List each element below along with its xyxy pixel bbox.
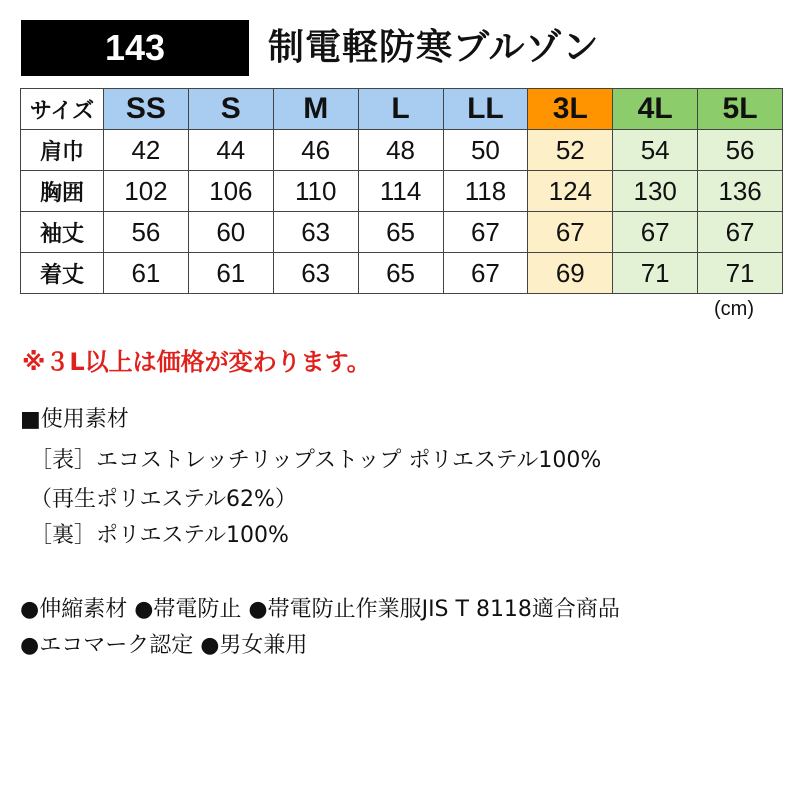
table-cell: 44 [188,130,273,171]
size-header-row [21,89,783,130]
table-cell: 124 [528,171,613,212]
row-label-chest: 胸囲 [21,171,104,212]
size-header-m: M [273,89,358,130]
table-cell: 54 [613,130,698,171]
table-cell: 136 [698,171,783,212]
table-cell: 60 [188,212,273,253]
table-cell: 42 [104,130,189,171]
size-chart-table [20,88,783,294]
table-cell: 71 [613,253,698,294]
table-cell: 67 [613,212,698,253]
table-cell: 67 [528,212,613,253]
table-row [21,171,783,212]
table-cell: 118 [443,171,528,212]
row-label-sleeve: 袖丈 [21,212,104,253]
materials-heading: ■使用素材 [20,407,129,432]
table-cell: 67 [443,253,528,294]
row-label-shoulder: 肩巾 [21,130,104,171]
table-cell: 63 [273,212,358,253]
features-line-1: ●伸縮素材 ●帯電防止 ●帯電防止作業服JIS T 8118適合商品 [20,597,620,622]
features-line-2: ●エコマーク認定 ●男女兼用 [20,633,308,658]
row-label-length: 着丈 [21,253,104,294]
material-recycled: （再生ポリエステル62%） [30,487,297,512]
size-header-ss: SS [104,89,189,130]
product-title: 制電軽防寒ブルゾン [268,27,600,68]
price-note: ※３L以上は価格が変わります。 [22,348,371,376]
table-row [21,212,783,253]
table-cell: 102 [104,171,189,212]
table-cell: 56 [698,130,783,171]
size-header-3l: 3L [528,89,613,130]
table-cell: 61 [104,253,189,294]
table-cell: 46 [273,130,358,171]
size-header-4l: 4L [613,89,698,130]
size-header-s: S [188,89,273,130]
table-cell: 69 [528,253,613,294]
material-outer: ［表］エコストレッチリップストップ ポリエステル100% [30,448,602,473]
unit-label: (cm) [714,298,754,320]
material-lining: ［裏］ポリエステル100% [30,523,289,548]
table-cell: 61 [188,253,273,294]
table-cell: 67 [443,212,528,253]
table-cell: 65 [358,212,443,253]
table-cell: 114 [358,171,443,212]
table-cell: 110 [273,171,358,212]
table-cell: 52 [528,130,613,171]
table-cell: 65 [358,253,443,294]
size-header-ll: LL [443,89,528,130]
size-corner-label: サイズ [21,89,104,130]
size-header-5l: 5L [698,89,783,130]
table-row [21,253,783,294]
table-cell: 71 [698,253,783,294]
table-cell: 106 [188,171,273,212]
table-row [21,130,783,171]
table-cell: 48 [358,130,443,171]
table-cell: 67 [698,212,783,253]
table-cell: 56 [104,212,189,253]
table-cell: 50 [443,130,528,171]
table-cell: 63 [273,253,358,294]
product-code: 143 [104,27,166,68]
table-cell: 130 [613,171,698,212]
size-header-l: L [358,89,443,130]
product-code-badge [21,20,249,76]
